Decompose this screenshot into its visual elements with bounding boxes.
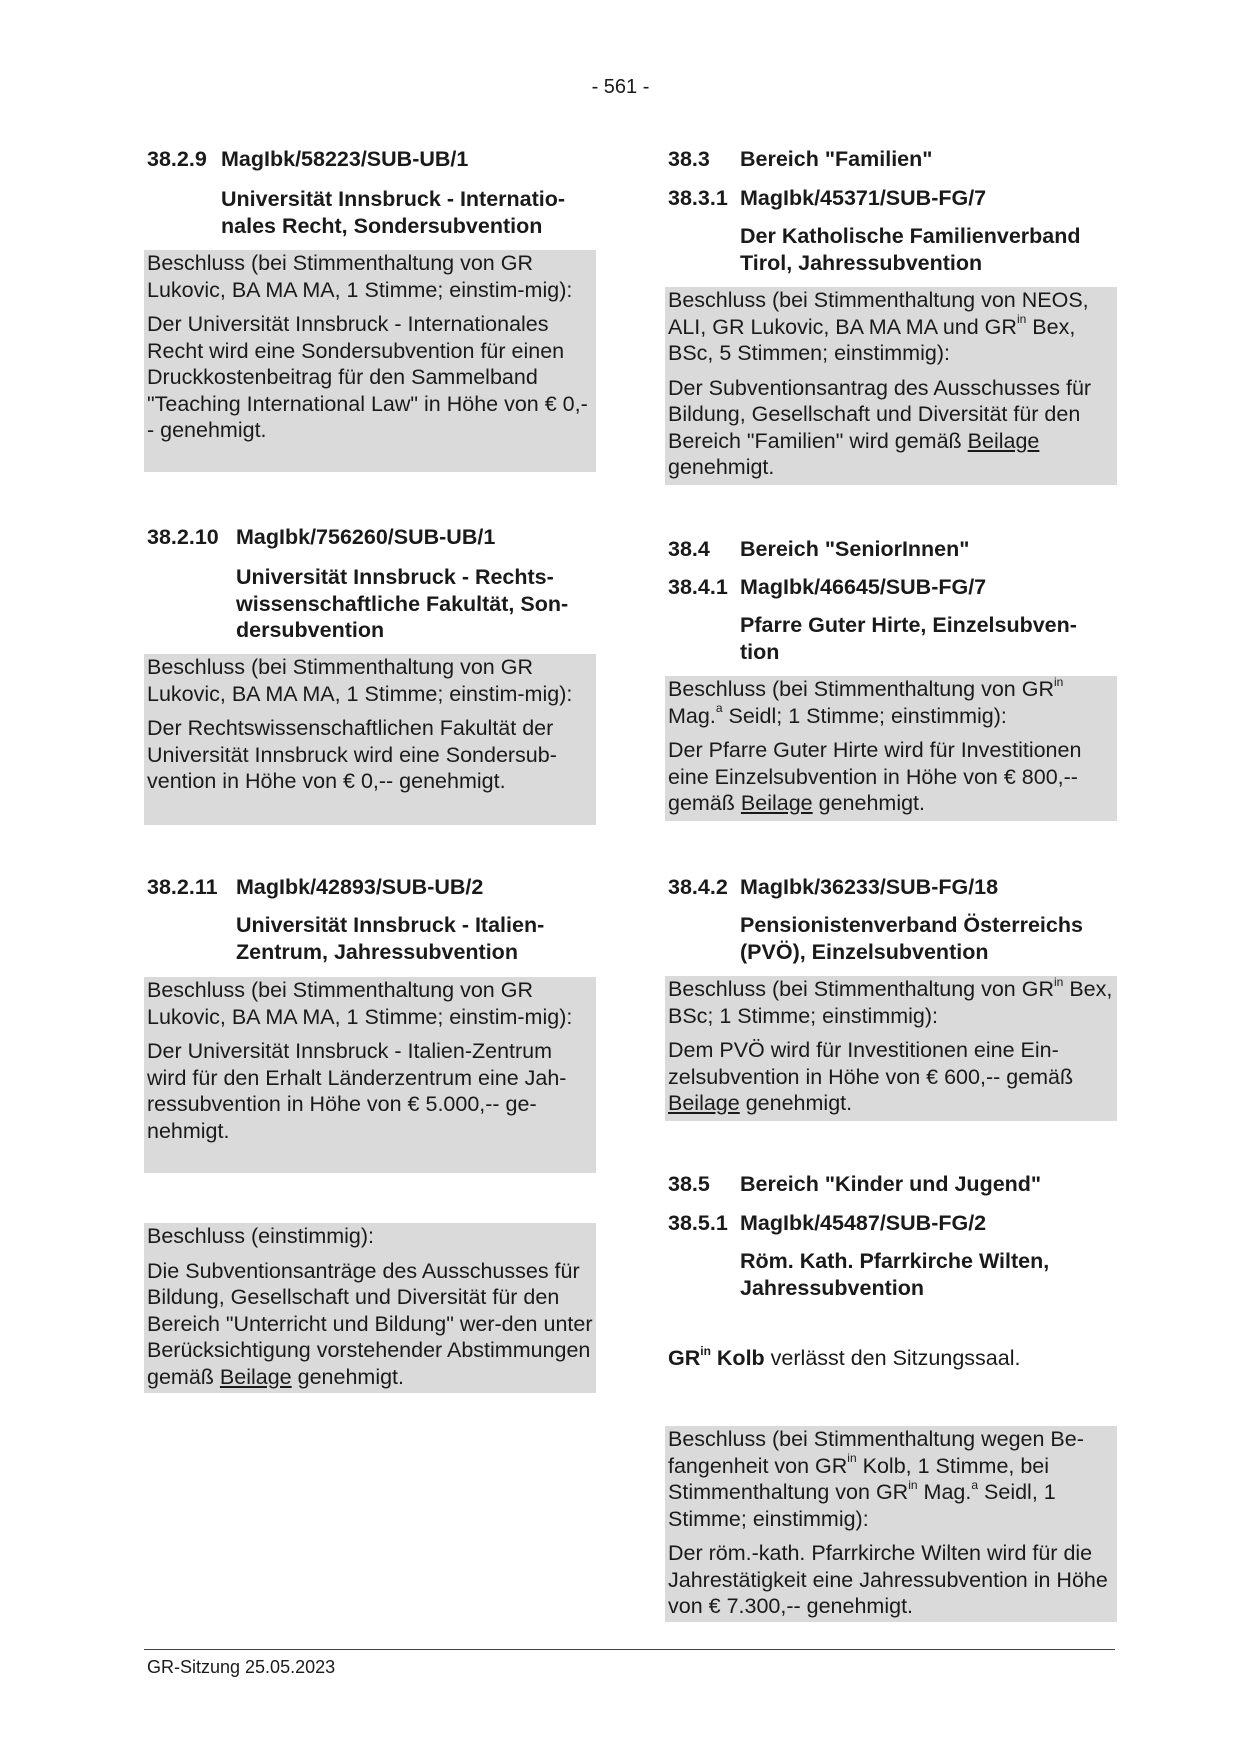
- reference-number: MagIbk/756260/SUB-UB/1: [236, 525, 496, 549]
- section-title: Röm. Kath. Pfarrkirche Wilten, Jahressubvention: [740, 1249, 1050, 1300]
- resolution-box: [144, 654, 596, 825]
- resolution-text: Der Subventionsantrag des Ausschusses für Bildung, Gesellschaft und Diversität für den Bereich "Familien" wird gemäß Beilage genehmigt.: [668, 375, 1092, 479]
- section-number: 38.5: [668, 1172, 710, 1196]
- attachment-link[interactable]: Beilage: [668, 1091, 740, 1115]
- section-title: Pfarre Guter Hirte, Einzelsubven-tion: [740, 613, 1077, 664]
- reference-number: MagIbk/45487/SUB-FG/2: [740, 1211, 987, 1235]
- resolution-vote: Beschluss (einstimmig):: [147, 1224, 374, 1248]
- section-number: 38.4.1: [668, 575, 728, 599]
- section-number: 38.5.1: [668, 1211, 728, 1235]
- reference-number: MagIbk/36233/SUB-FG/18: [740, 875, 999, 899]
- resolution-vote: Beschluss (bei Stimmenthaltung von GR Lukovic, BA MA MA, 1 Stimme; einstim-mig):: [147, 655, 573, 706]
- resolution-text: Der Universität Innsbruck - Internationales Recht wird eine Sondersubvention für einen Druckkostenbeitrag für den Sammelband "Teaching International Law" in Höhe von € 0,-- genehmigt.: [147, 312, 588, 442]
- page-number: - 561 -: [591, 76, 650, 98]
- section-number: 38.4: [668, 537, 710, 561]
- section-number: 38.2.11: [147, 875, 218, 899]
- section-number: 38.3.1: [668, 186, 728, 210]
- footer-text: GR-Sitzung 25.05.2023: [147, 1657, 336, 1677]
- resolution-vote: Beschluss (bei Stimmenthaltung von $GR^{in}$ Mag.$^a$ Seidl; 1 Stimme; einstimmig):: [668, 674, 1064, 728]
- resolution-box: [665, 676, 1117, 821]
- resolution-vote: Beschluss (bei Stimmenthaltung von GR Lukovic, BA MA MA, 1 Stimme; einstim-mig):: [147, 251, 573, 302]
- resolution-box: [144, 250, 596, 472]
- procedural-note: $GR^{in}$ Kolb verlässt den Sitzungssaal.: [668, 1343, 1021, 1370]
- resolution-vote: Beschluss (bei Stimmenthaltung von GR Lukovic, BA MA MA, 1 Stimme; einstim-mig):: [147, 978, 573, 1029]
- section-heading: Bereich "Kinder und Jugend": [740, 1172, 1042, 1196]
- section-title: Universität Innsbruck - Rechts-wissenschaftliche Fakultät, Son-dersubvention: [236, 565, 569, 642]
- attachment-link[interactable]: Beilage: [219, 1364, 292, 1389]
- resolution-box: [665, 976, 1117, 1121]
- summary-resolution-box: [144, 1223, 596, 1393]
- attachment-link[interactable]: Beilage: [740, 791, 813, 815]
- resolution-text: Die Subventionsanträge des Ausschusses für Bildung, Gesellschaft und Diversität für den Bereich "Unterricht und Bildung" wer-den unter Berücksichtigung vorstehender Abstimmungen gemäß Beilage genehmigt.: [147, 1258, 593, 1389]
- resolution-box: [144, 977, 596, 1173]
- section-title: Pensionistenverband Österreichs (PVÖ), Einzelsubvention: [740, 913, 1083, 964]
- section-number: 38.2.10: [147, 525, 219, 549]
- resolution-vote: Beschluss (bei Stimmenthaltung von NEOS, ALI, GR Lukovic, BA MA MA und $GR^{in}$ Bex, BSc, 5 Stimmen; einstimmig):: [668, 288, 1089, 365]
- reference-number: MagIbk/46645/SUB-FG/7: [740, 575, 987, 599]
- resolution-box: [665, 1426, 1117, 1622]
- section-title: Universität Innsbruck - Italien-Zentrum, Jahressubvention: [236, 913, 545, 964]
- section-number: 38.4.2: [668, 875, 728, 899]
- section-number: 38.3: [668, 147, 710, 171]
- resolution-vote: Beschluss (bei Stimmenthaltung wegen Be-fangenheit von $GR^{in}$ Kolb, 1 Stimme, bei Stimmenthaltung von $GR^{in}$ Mag.$^a$ Seidl, 1 Stimme; einstimmig):: [668, 1427, 1084, 1531]
- section-title: Der Katholische Familienverband Tirol, Jahressubvention: [740, 224, 1081, 275]
- footer-divider: [144, 1649, 1115, 1650]
- resolution-text: Der röm.-kath. Pfarrkirche Wilten wird für die Jahrestätigkeit eine Jahressubvention in Höhe von € 7.300,-- genehmigt.: [668, 1541, 1108, 1618]
- reference-number: MagIbk/58223/SUB-UB/1: [221, 147, 469, 171]
- resolution-vote: Beschluss (bei Stimmenthaltung von $GR^{in}$ Bex, BSc; 1 Stimme; einstimmig):: [668, 974, 1113, 1028]
- reference-number: MagIbk/45371/SUB-FG/7: [740, 186, 987, 210]
- section-heading: Bereich "Familien": [740, 147, 933, 171]
- attachment-link[interactable]: Beilage: [967, 428, 1040, 453]
- resolution-text: Der Universität Innsbruck - Italien-Zentrum wird für den Erhalt Länderzentrum eine Jah-ressubvention in Höhe von € 5.000,-- ge-nehmigt.: [147, 1039, 567, 1143]
- resolution-box: [665, 287, 1117, 485]
- resolution-text: Der Pfarre Guter Hirte wird für Investitionen eine Einzelsubvention in Höhe von € 800,-- gemäß Beilage genehmigt.: [668, 738, 1082, 815]
- reference-number: MagIbk/42893/SUB-UB/2: [236, 875, 484, 899]
- section-title: Universität Innsbruck - Internatio-nales Recht, Sondersubvention: [221, 187, 566, 238]
- section-heading: Bereich "SeniorInnen": [740, 537, 970, 561]
- resolution-text: Der Rechtswissenschaftlichen Fakultät der Universität Innsbruck wird eine Sondersub-vention in Höhe von € 0,-- genehmigt.: [147, 716, 557, 793]
- resolution-text: Dem PVÖ wird für Investitionen eine Ein-zelsubvention in Höhe von € 600,-- gemäß Beilage genehmigt.: [668, 1038, 1074, 1115]
- section-number: 38.2.9: [147, 147, 207, 171]
